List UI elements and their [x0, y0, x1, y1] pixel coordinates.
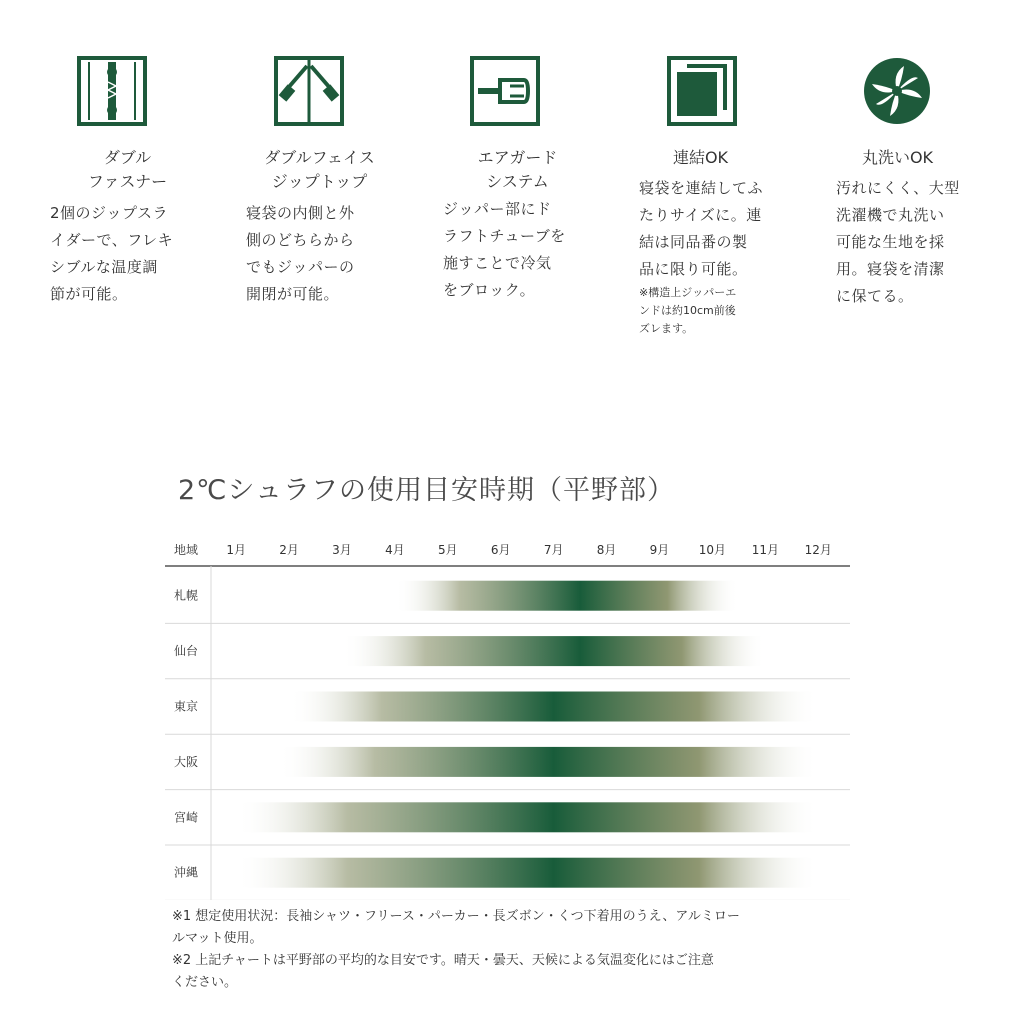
usage-bar: [236, 858, 818, 888]
region-label: 大阪: [174, 754, 199, 769]
month-tick-label: 8月: [596, 543, 617, 557]
feature-row: [0, 0, 1010, 360]
feature-description: 寝袋を連結してふ たりサイズに。連 結は同品番の製 品に限り可能。: [639, 179, 764, 278]
region-label: 東京: [174, 699, 199, 714]
region-label: 札幌: [174, 588, 199, 603]
region-label: 宮崎: [174, 810, 199, 825]
month-tick-label: 3月: [332, 543, 352, 557]
feature-description: 寝袋の内側と外 側のどちらから でもジッパーの 開閉が可能。: [246, 204, 355, 303]
usage-bar: [342, 636, 765, 666]
usage-bar: [279, 747, 819, 777]
chart-title: 2℃シュラフの使用目安時期（平野部）: [178, 475, 675, 506]
month-tick-label: 12月: [804, 543, 832, 557]
double-zipper-icon: [77, 56, 147, 126]
footnotes: [172, 906, 832, 994]
month-tick-label: 11月: [751, 543, 779, 557]
usage-period-chart: [160, 530, 860, 900]
month-tick-label: 7月: [543, 543, 564, 557]
region-label: 沖縄: [174, 865, 199, 880]
feature-description: ジッパー部にド ラフトチューブを 施すことで冷気 をブロック。: [443, 200, 566, 299]
month-tick-label: 9月: [649, 543, 670, 557]
month-tick-label: 10月: [698, 543, 727, 557]
feature-title: 連結OK: [672, 148, 729, 167]
usage-bar: [236, 802, 818, 832]
region-label: 仙台: [174, 644, 199, 659]
usage-bar: [395, 581, 739, 611]
feature-description: 2個のジップスラ イダーで、フレキ シブルな温度調 節が可能。: [50, 204, 174, 303]
double-face-zip-icon: [274, 56, 344, 126]
feature-title: ダブル ファスナー: [87, 148, 168, 191]
feature-title: 丸洗いOK: [861, 148, 934, 167]
washable-icon: [862, 56, 932, 126]
feature-description: 汚れにくく、大型 洗濯機で丸洗い 可能な生地を採 用。寝袋を清潔 に保てる。: [836, 179, 960, 305]
month-tick-label: 5月: [438, 543, 458, 557]
air-guard-icon: [470, 56, 540, 126]
feature-note: ※構造上ジッパーエ ンドは約10cm前後 ズレます。: [639, 286, 737, 335]
month-tick-label: 4月: [385, 543, 405, 557]
feature-title: ダブルフェイス ジップトップ: [264, 148, 375, 191]
month-tick-label: 2月: [279, 543, 299, 557]
footnote-1: ※1 想定使用状況：長袖シャツ・フリース・パーカー・長ズボン・くつ下着用のうえ、アルミロー ルマット使用。: [172, 909, 740, 946]
month-tick-label: 6月: [490, 543, 511, 557]
usage-bar: [289, 692, 818, 722]
corner-label: 地域: [174, 543, 199, 557]
feature-title: エアガード システム: [477, 148, 558, 191]
connect-icon: [667, 56, 737, 126]
month-tick-label: 1月: [226, 543, 246, 557]
footnote-2: ※2 上記チャートは平野部の平均的な目安です。晴天・曇天、天候による気温変化にはご注意 ください。: [172, 953, 714, 990]
